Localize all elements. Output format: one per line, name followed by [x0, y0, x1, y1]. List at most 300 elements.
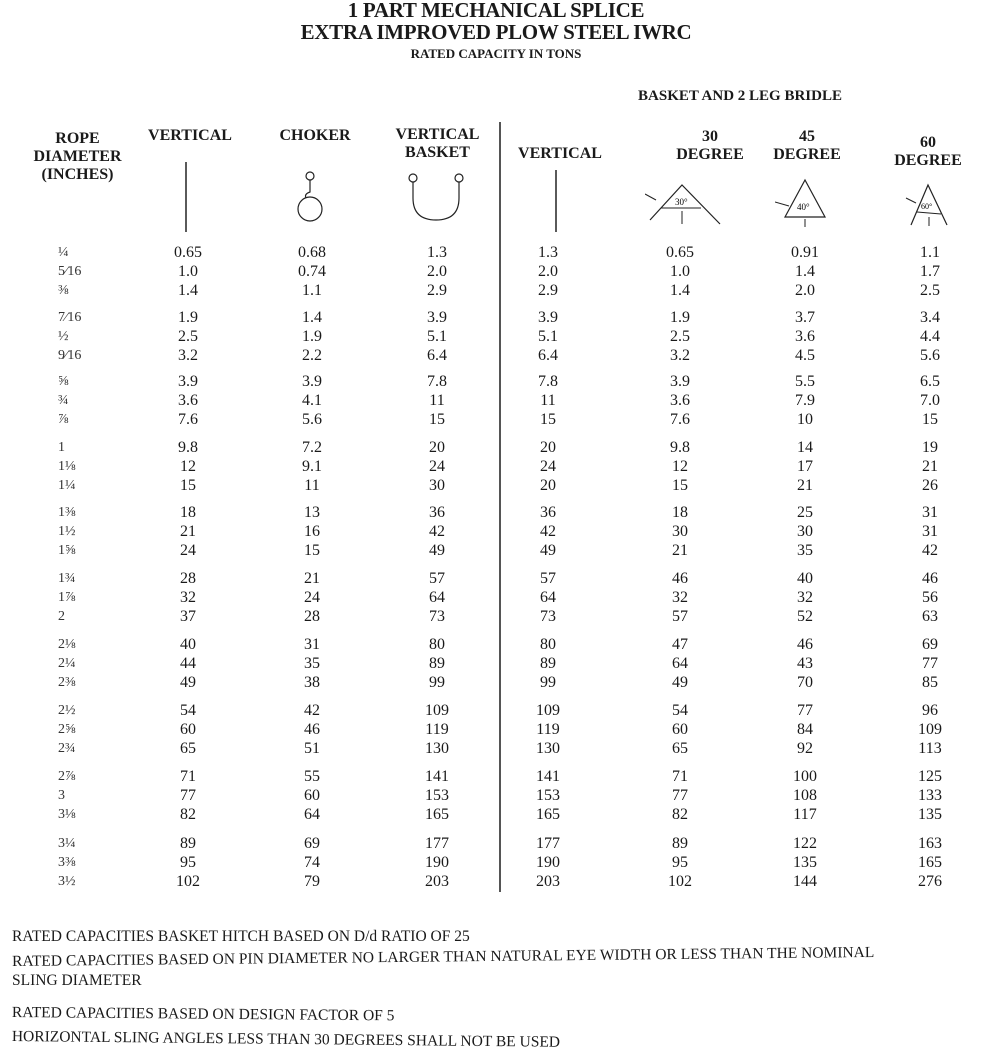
note-pin-diameter: RATED CAPACITIES BASED ON PIN DIAMETER NO LARGER THAN NATURAL EYE WIDTH OR LESS THAN THE NOMINAL [12, 943, 875, 970]
choker-cell: 7.2 [302, 439, 322, 456]
deg60-cell: 2.5 [920, 282, 940, 299]
note-design-factor: RATED CAPACITIES BASED ON DESIGN FACTOR OF 5 [11, 1004, 395, 1025]
table-row [0, 327, 992, 346]
vertical_basket-cell: 119 [425, 721, 449, 738]
rope-diameter-cell: 2⅛ [58, 637, 76, 652]
vertical_basket-cell: 99 [429, 674, 445, 691]
header-30-degree [655, 128, 765, 164]
deg60-cell: 96 [922, 702, 938, 719]
rope-diameter-cell: 2⅞ [58, 769, 76, 784]
rope-diameter-cell: 1¼ [58, 478, 76, 493]
vertical-cell: 21 [180, 523, 196, 540]
vertical-cell: 82 [180, 806, 196, 823]
deg60-cell: 113 [918, 740, 942, 757]
choker-cell: 13 [304, 504, 320, 521]
title-line-2: EXTRA IMPROVED PLOW STEEL IWRC [300, 20, 692, 44]
vertical-cell: 3.6 [178, 392, 198, 409]
rope-diameter-cell: 1¾ [58, 571, 76, 586]
deg30-cell: 102 [668, 873, 692, 890]
header-rope-diameter [10, 130, 145, 184]
table-row [0, 476, 992, 495]
choker-cell: 1.1 [302, 282, 322, 299]
choker-cell: 35 [304, 655, 320, 672]
vertical-cell: 3.2 [178, 347, 198, 364]
choker-cell: 1.4 [302, 309, 322, 326]
table-row [0, 805, 992, 824]
deg60-cell: 31 [922, 523, 938, 540]
bridle_vertical-cell: 57 [540, 570, 556, 587]
bridle_vertical-cell: 15 [540, 411, 556, 428]
choker-cell: 31 [304, 636, 320, 653]
vertical-cell: 54 [180, 702, 196, 719]
vertical_basket-cell: 15 [429, 411, 445, 428]
bridle_vertical-cell: 11 [540, 392, 556, 409]
vertical_basket-cell: 130 [425, 740, 449, 757]
deg45-cell: 3.7 [795, 309, 815, 326]
table-row [0, 308, 992, 327]
deg30-cell: 1.4 [670, 282, 690, 299]
rope-diameter-cell: 5⁄16 [58, 264, 82, 279]
angle-label: 30° [675, 197, 688, 207]
bridle_vertical-cell: 73 [540, 608, 556, 625]
deg45-cell: 43 [797, 655, 813, 672]
bridle_vertical-cell: 5.1 [538, 328, 558, 345]
bridle_vertical-cell: 99 [540, 674, 556, 691]
basket-hitch-icon [406, 170, 466, 225]
bridle_vertical-cell: 6.4 [538, 347, 558, 364]
header-text: 45 [799, 128, 815, 145]
vertical_basket-cell: 177 [425, 835, 449, 852]
deg30-cell: 65 [672, 740, 688, 757]
deg30-cell: 7.6 [670, 411, 690, 428]
choker-cell: 0.74 [298, 263, 326, 280]
deg60-cell: 133 [918, 787, 942, 804]
table-row [0, 438, 992, 457]
title-line-1: 1 PART MECHANICAL SPLICE [347, 0, 645, 22]
vertical-cell: 1.4 [178, 282, 198, 299]
vertical_basket-cell: 141 [425, 768, 449, 785]
deg30-cell: 49 [672, 674, 688, 691]
deg30-cell: 9.8 [670, 439, 690, 456]
choker-cell: 60 [304, 787, 320, 804]
bridle_vertical-cell: 2.0 [538, 263, 558, 280]
vertical_basket-cell: 80 [429, 636, 445, 653]
vertical_basket-cell: 89 [429, 655, 445, 672]
deg30-cell: 95 [672, 854, 688, 871]
deg30-cell: 3.6 [670, 392, 690, 409]
deg45-cell: 1.4 [795, 263, 815, 280]
rope-diameter-cell: 1⅜ [58, 505, 76, 520]
vertical-cell: 1.9 [178, 309, 198, 326]
vertical_basket-cell: 203 [425, 873, 449, 890]
rope-diameter-cell: 1⅞ [58, 590, 76, 605]
deg60-cell: 1.7 [920, 263, 940, 280]
vertical-cell: 71 [180, 768, 196, 785]
choker-cell: 74 [304, 854, 320, 871]
bridle_vertical-cell: 7.8 [538, 373, 558, 390]
vertical_basket-cell: 7.8 [427, 373, 447, 390]
deg60-cell: 26 [922, 477, 938, 494]
deg60-cell: 15 [922, 411, 938, 428]
vertical_basket-cell: 30 [429, 477, 445, 494]
vertical_basket-cell: 6.4 [427, 347, 447, 364]
deg60-cell: 19 [922, 439, 938, 456]
bridle_vertical-cell: 3.9 [538, 309, 558, 326]
deg30-cell: 1.9 [670, 309, 690, 326]
header-text: VERTICAL [395, 126, 480, 143]
deg45-cell: 35 [797, 542, 813, 559]
vertical_basket-cell: 73 [429, 608, 445, 625]
table-row [0, 720, 992, 739]
deg60-cell: 85 [922, 674, 938, 691]
vertical_basket-cell: 42 [429, 523, 445, 540]
table-row [0, 635, 992, 654]
vertical_basket-cell: 11 [429, 392, 445, 409]
deg45-cell: 30 [797, 523, 813, 540]
choker-cell: 42 [304, 702, 320, 719]
deg45-cell: 144 [793, 873, 817, 890]
rope-diameter-cell: ⅜ [58, 283, 69, 298]
vertical-line-hitch-icon [550, 170, 562, 235]
choker-cell: 24 [304, 589, 320, 606]
deg30-cell: 18 [672, 504, 688, 521]
deg30-cell: 54 [672, 702, 688, 719]
deg45-cell: 40 [797, 570, 813, 587]
deg60-cell: 5.6 [920, 347, 940, 364]
table-row [0, 767, 992, 786]
deg60-cell: 109 [918, 721, 942, 738]
header-bridle-vertical: VERTICAL [518, 145, 602, 162]
table-row [0, 701, 992, 720]
deg30-cell: 77 [672, 787, 688, 804]
table-row [0, 739, 992, 758]
vertical-cell: 9.8 [178, 439, 198, 456]
rope-diameter-cell: 1 [58, 440, 65, 455]
header-text: BASKET [405, 144, 470, 161]
deg45-cell: 21 [797, 477, 813, 494]
header-text: DEGREE [773, 146, 841, 163]
vertical_basket-cell: 64 [429, 589, 445, 606]
vertical_basket-cell: 109 [425, 702, 449, 719]
note-basket-ratio: RATED CAPACITIES BASKET HITCH BASED ON D/d RATIO OF 25 [12, 928, 470, 945]
deg30-cell: 32 [672, 589, 688, 606]
vertical-cell: 60 [180, 721, 196, 738]
deg30-cell: 60 [672, 721, 688, 738]
rope-diameter-cell: 3¼ [58, 836, 76, 851]
vertical_basket-cell: 49 [429, 542, 445, 559]
header-text: DEGREE [676, 146, 744, 163]
vertical_basket-cell: 1.3 [427, 244, 447, 261]
vertical-cell: 102 [176, 873, 200, 890]
choker-cell: 79 [304, 873, 320, 890]
bridle_vertical-cell: 42 [540, 523, 556, 540]
choker-cell: 1.9 [302, 328, 322, 345]
table-row [0, 853, 992, 872]
deg45-cell: 10 [797, 411, 813, 428]
bridle_vertical-cell: 130 [536, 740, 560, 757]
bridle-60-degree-icon [903, 180, 963, 235]
vertical-cell: 77 [180, 787, 196, 804]
deg60-cell: 46 [922, 570, 938, 587]
bridle_vertical-cell: 80 [540, 636, 556, 653]
rope-diameter-cell: 2 [58, 609, 65, 624]
header-text: (INCHES) [41, 166, 114, 183]
table-row [0, 410, 992, 429]
deg30-cell: 15 [672, 477, 688, 494]
table-row [0, 834, 992, 853]
vertical-cell: 24 [180, 542, 196, 559]
bridle-45-degree-icon [775, 175, 835, 230]
vertical_basket-cell: 2.9 [427, 282, 447, 299]
choker-cell: 21 [304, 570, 320, 587]
deg60-cell: 63 [922, 608, 938, 625]
deg60-cell: 6.5 [920, 373, 940, 390]
deg30-cell: 30 [672, 523, 688, 540]
vertical-cell: 32 [180, 589, 196, 606]
deg45-cell: 122 [793, 835, 817, 852]
choker-cell: 9.1 [302, 458, 322, 475]
header-text: DEGREE [894, 152, 962, 169]
vertical_basket-cell: 190 [425, 854, 449, 871]
bridle_vertical-cell: 64 [540, 589, 556, 606]
choker-cell: 3.9 [302, 373, 322, 390]
rope-diameter-cell: ½ [58, 329, 69, 344]
vertical-cell: 18 [180, 504, 196, 521]
rope-diameter-cell: 2¼ [58, 656, 76, 671]
rope-diameter-cell: ¾ [58, 393, 69, 408]
vertical-cell: 0.65 [174, 244, 202, 261]
vertical-cell: 44 [180, 655, 196, 672]
note-horizontal-angles: HORIZONTAL SLING ANGLES LESS THAN 30 DEGREES SHALL NOT BE USED [11, 1028, 561, 1051]
deg30-cell: 89 [672, 835, 688, 852]
header-text: 30 [702, 128, 718, 145]
deg60-cell: 69 [922, 636, 938, 653]
vertical-cell: 28 [180, 570, 196, 587]
table-row [0, 243, 992, 262]
choker-cell: 4.1 [302, 392, 322, 409]
table-row [0, 786, 992, 805]
group-header-basket-bridle: BASKET AND 2 LEG BRIDLE [638, 88, 842, 104]
rope-diameter-cell: 2½ [58, 703, 76, 718]
header-text: DIAMETER [33, 148, 122, 165]
deg45-cell: 135 [793, 854, 817, 871]
vertical-cell: 1.0 [178, 263, 198, 280]
deg45-cell: 32 [797, 589, 813, 606]
deg45-cell: 100 [793, 768, 817, 785]
bridle_vertical-cell: 2.9 [538, 282, 558, 299]
bridle_vertical-cell: 177 [536, 835, 560, 852]
deg30-cell: 3.2 [670, 347, 690, 364]
deg60-cell: 163 [918, 835, 942, 852]
header-45-degree [752, 128, 862, 164]
choker-cell: 15 [304, 542, 320, 559]
rope-diameter-cell: 3⅜ [58, 855, 76, 870]
bridle_vertical-cell: 36 [540, 504, 556, 521]
vertical_basket-cell: 165 [425, 806, 449, 823]
vertical-cell: 15 [180, 477, 196, 494]
bridle_vertical-cell: 1.3 [538, 244, 558, 261]
table-row [0, 541, 992, 560]
deg45-cell: 5.5 [795, 373, 815, 390]
deg60-cell: 7.0 [920, 392, 940, 409]
bridle_vertical-cell: 109 [536, 702, 560, 719]
rope-diameter-cell: 9⁄16 [58, 348, 82, 363]
deg45-cell: 4.5 [795, 347, 815, 364]
choker-cell: 11 [304, 477, 320, 494]
deg30-cell: 21 [672, 542, 688, 559]
bridle_vertical-cell: 165 [536, 806, 560, 823]
deg30-cell: 82 [672, 806, 688, 823]
rope-diameter-cell: 3⅛ [58, 807, 76, 822]
table-row [0, 503, 992, 522]
table-row [0, 673, 992, 692]
deg60-cell: 42 [922, 542, 938, 559]
deg60-cell: 276 [918, 873, 942, 890]
vertical-cell: 12 [180, 458, 196, 475]
vertical-cell: 37 [180, 608, 196, 625]
bridle_vertical-cell: 119 [536, 721, 560, 738]
deg30-cell: 47 [672, 636, 688, 653]
deg60-cell: 135 [918, 806, 942, 823]
choker-cell: 51 [304, 740, 320, 757]
table-row [0, 346, 992, 365]
vertical-cell: 95 [180, 854, 196, 871]
deg30-cell: 57 [672, 608, 688, 625]
vertical_basket-cell: 153 [425, 787, 449, 804]
choker-cell: 69 [304, 835, 320, 852]
deg30-cell: 12 [672, 458, 688, 475]
deg60-cell: 4.4 [920, 328, 940, 345]
deg60-cell: 56 [922, 589, 938, 606]
bridle_vertical-cell: 141 [536, 768, 560, 785]
table-row [0, 569, 992, 588]
bridle-30-degree-icon [645, 180, 725, 230]
vertical_basket-cell: 3.9 [427, 309, 447, 326]
deg60-cell: 125 [918, 768, 942, 785]
note-pin-diameter-cont: SLING DIAMETER [12, 972, 142, 989]
deg60-cell: 21 [922, 458, 938, 475]
vertical-cell: 49 [180, 674, 196, 691]
vertical_basket-cell: 36 [429, 504, 445, 521]
bridle_vertical-cell: 190 [536, 854, 560, 871]
vertical_basket-cell: 24 [429, 458, 445, 475]
bridle_vertical-cell: 20 [540, 439, 556, 456]
deg45-cell: 46 [797, 636, 813, 653]
table-row [0, 457, 992, 476]
bridle_vertical-cell: 49 [540, 542, 556, 559]
vertical_basket-cell: 57 [429, 570, 445, 587]
header-60-degree [873, 134, 983, 170]
deg45-cell: 77 [797, 702, 813, 719]
table-row [0, 391, 992, 410]
deg30-cell: 3.9 [670, 373, 690, 390]
rope-diameter-cell: ⅞ [58, 412, 69, 427]
table-row [0, 607, 992, 626]
vertical_basket-cell: 2.0 [427, 263, 447, 280]
table-row [0, 654, 992, 673]
rope-diameter-cell: 7⁄16 [58, 310, 82, 325]
deg60-cell: 77 [922, 655, 938, 672]
vertical-cell: 2.5 [178, 328, 198, 345]
choker-cell: 55 [304, 768, 320, 785]
deg30-cell: 71 [672, 768, 688, 785]
rope-diameter-cell: 1½ [58, 524, 76, 539]
vertical_basket-cell: 20 [429, 439, 445, 456]
deg45-cell: 0.91 [791, 244, 819, 261]
deg45-cell: 3.6 [795, 328, 815, 345]
vertical-cell: 3.9 [178, 373, 198, 390]
rope-diameter-cell: ⅝ [58, 374, 69, 389]
rope-diameter-cell: 1⅛ [58, 459, 76, 474]
deg45-cell: 108 [793, 787, 817, 804]
header-vertical-basket [380, 126, 495, 162]
subtitle: RATED CAPACITY IN TONS [410, 46, 582, 61]
choker-cell: 2.2 [302, 347, 322, 364]
deg45-cell: 92 [797, 740, 813, 757]
header-text: 60 [920, 134, 936, 151]
bridle_vertical-cell: 20 [540, 477, 556, 494]
deg30-cell: 0.65 [666, 244, 694, 261]
deg45-cell: 17 [797, 458, 813, 475]
choker-cell: 64 [304, 806, 320, 823]
deg45-cell: 14 [797, 439, 813, 456]
angle-label: 60° [921, 202, 933, 211]
deg45-cell: 25 [797, 504, 813, 521]
header-choker: CHOKER [279, 127, 351, 144]
choker-cell: 0.68 [298, 244, 326, 261]
choker-cell: 28 [304, 608, 320, 625]
table-row [0, 372, 992, 391]
choker-hitch-icon [290, 170, 330, 230]
deg60-cell: 31 [922, 504, 938, 521]
vertical-cell: 7.6 [178, 411, 198, 428]
deg45-cell: 52 [797, 608, 813, 625]
deg30-cell: 46 [672, 570, 688, 587]
table-row [0, 522, 992, 541]
deg45-cell: 84 [797, 721, 813, 738]
deg45-cell: 7.9 [795, 392, 815, 409]
choker-cell: 38 [304, 674, 320, 691]
deg45-cell: 2.0 [795, 282, 815, 299]
deg45-cell: 117 [793, 806, 817, 823]
deg30-cell: 64 [672, 655, 688, 672]
vertical_basket-cell: 5.1 [427, 328, 447, 345]
deg60-cell: 1.1 [920, 244, 940, 261]
table-row [0, 281, 992, 300]
deg45-cell: 70 [797, 674, 813, 691]
rope-diameter-cell: 3½ [58, 874, 76, 889]
vertical-cell: 65 [180, 740, 196, 757]
rope-diameter-cell: 2¾ [58, 741, 76, 756]
deg60-cell: 3.4 [920, 309, 940, 326]
choker-cell: 46 [304, 721, 320, 738]
vertical-line-hitch-icon [180, 162, 192, 234]
rope-diameter-cell: 2⅝ [58, 722, 76, 737]
deg60-cell: 165 [918, 854, 942, 871]
vertical-cell: 89 [180, 835, 196, 852]
rope-diameter-cell: 1⅝ [58, 543, 76, 558]
choker-cell: 16 [304, 523, 320, 540]
deg30-cell: 1.0 [670, 263, 690, 280]
table-row [0, 262, 992, 281]
bridle_vertical-cell: 153 [536, 787, 560, 804]
table-row [0, 588, 992, 607]
bridle_vertical-cell: 89 [540, 655, 556, 672]
rope-diameter-cell: 2⅜ [58, 675, 76, 690]
bridle_vertical-cell: 203 [536, 873, 560, 890]
rope-diameter-cell: 3 [58, 788, 65, 803]
table-row [0, 872, 992, 891]
